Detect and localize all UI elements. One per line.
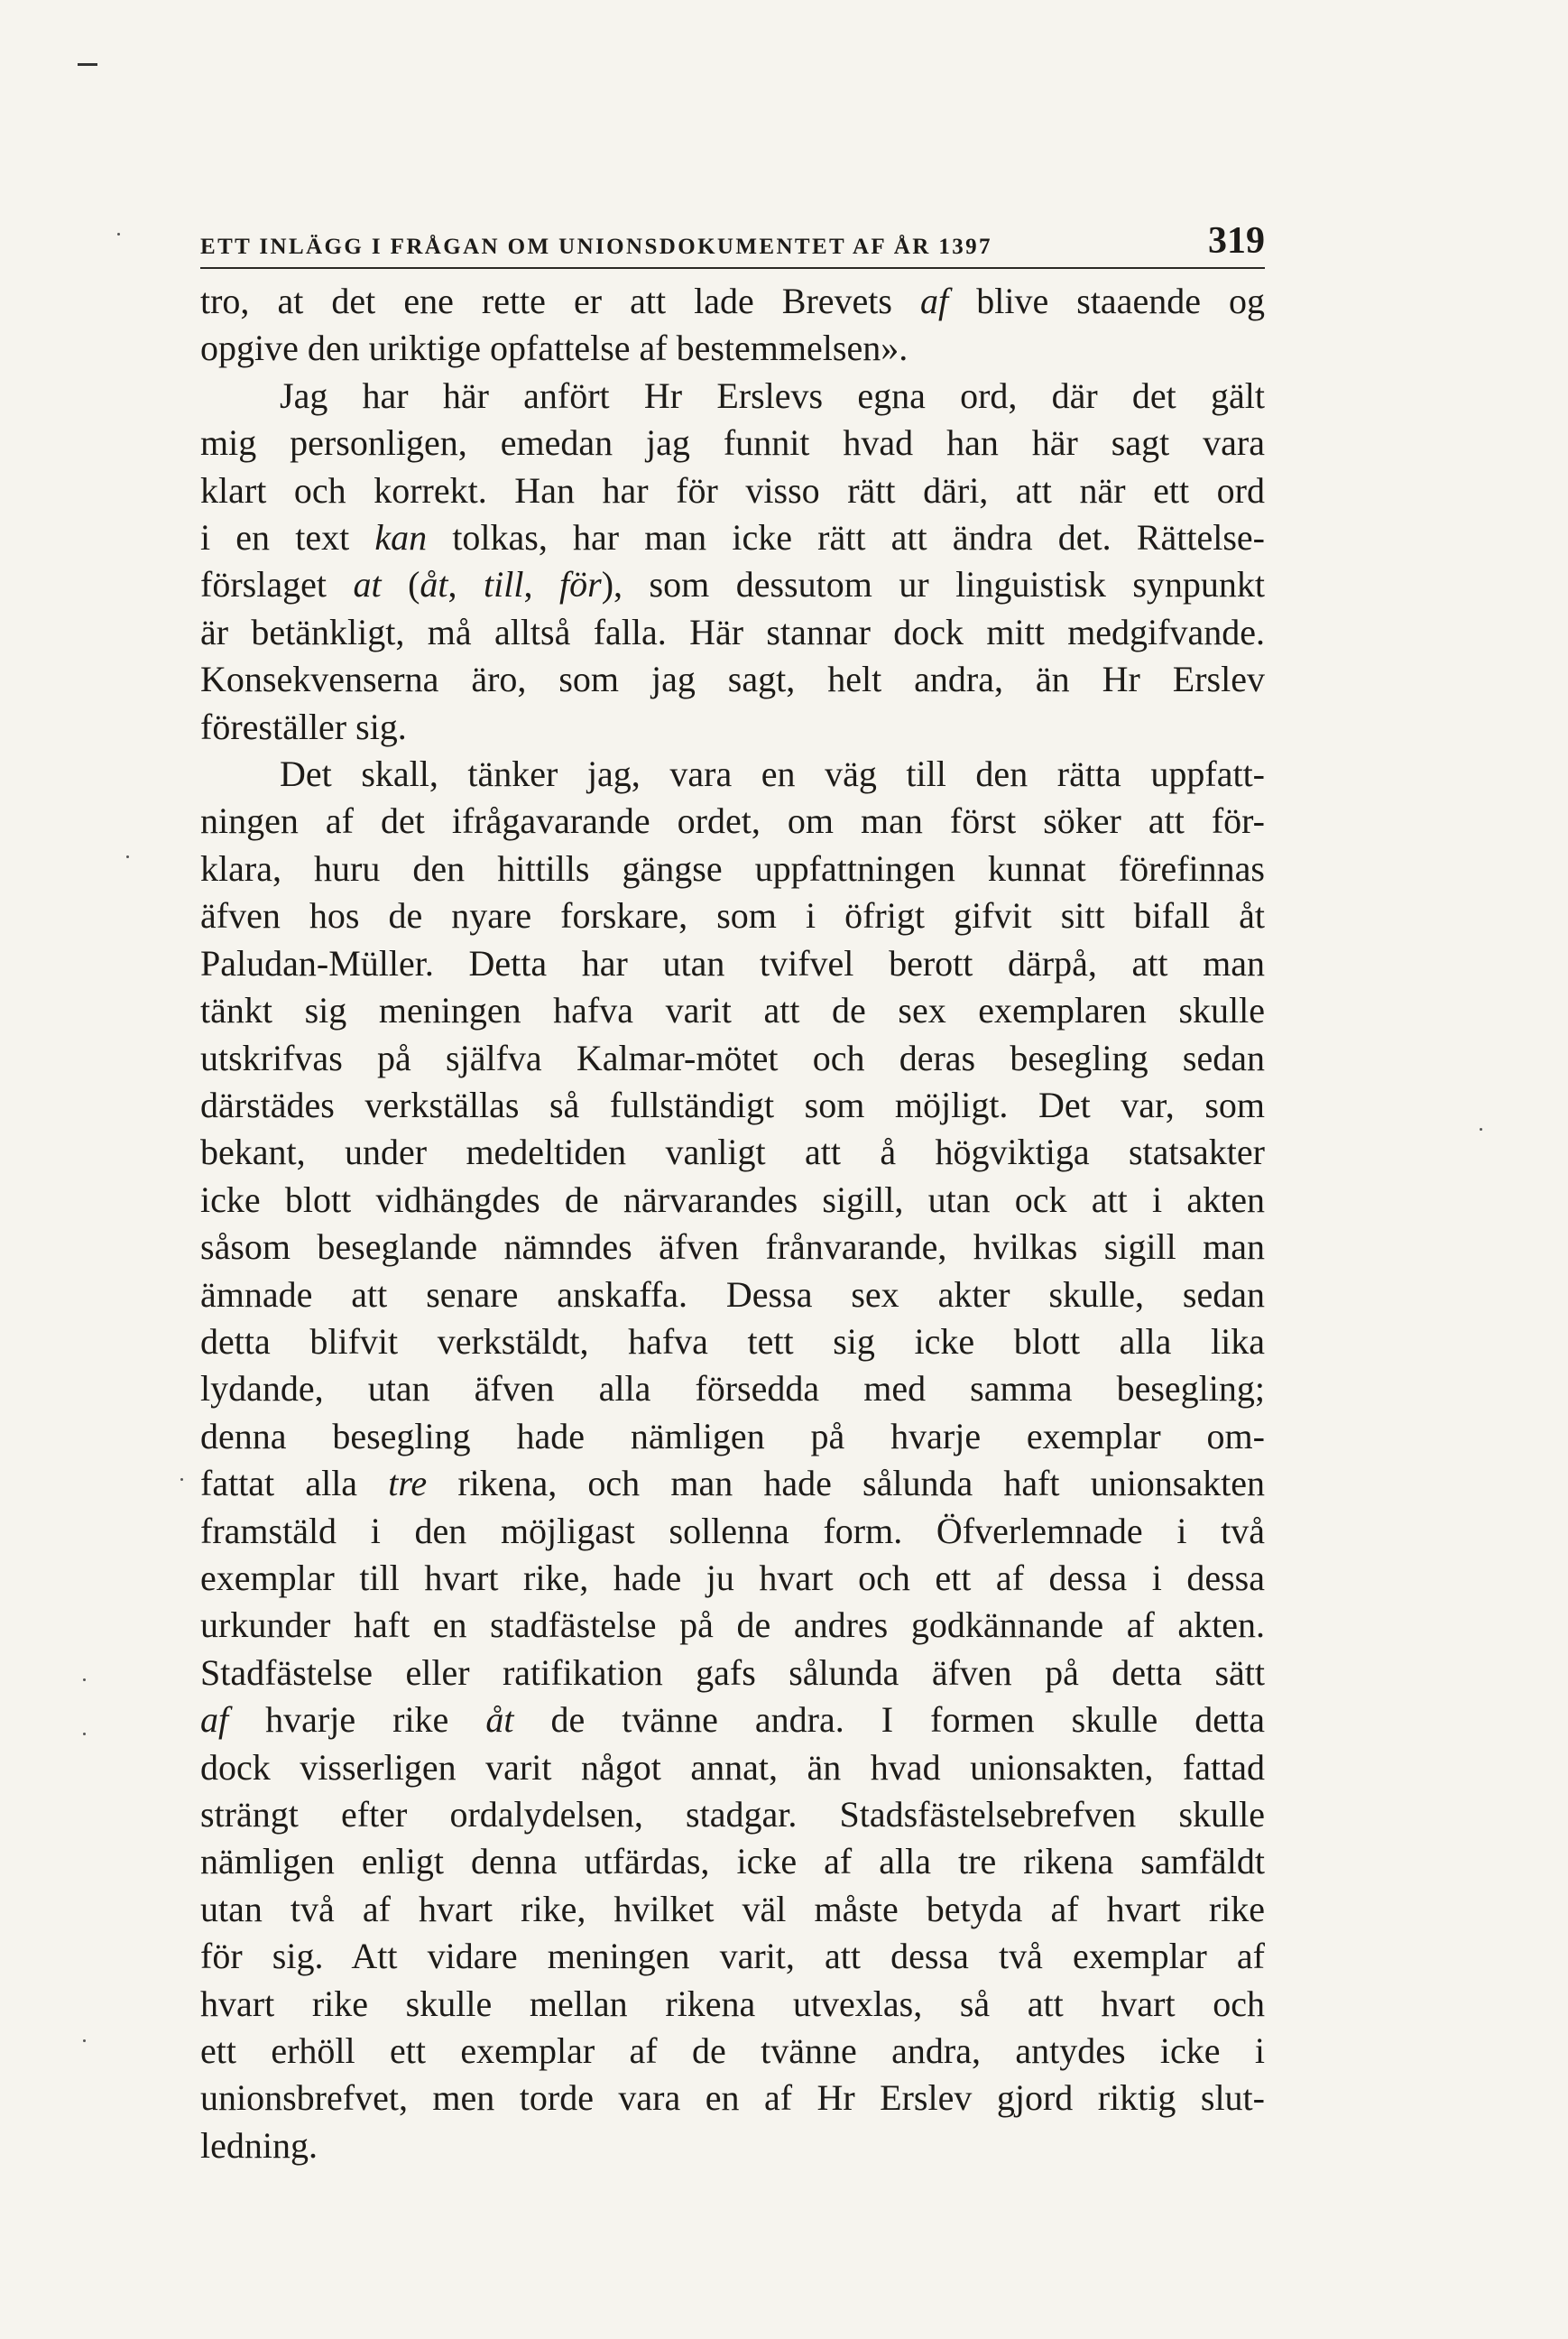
text-line: urkunder haft en stadfästelse på de andres godkännande af akten. xyxy=(200,1604,1265,1646)
text-line: är betänkligt, må alltså falla. Här stannar dock mitt medgifvande. xyxy=(200,611,1265,652)
page-header xyxy=(200,209,1265,260)
speck xyxy=(83,2039,86,2042)
speck xyxy=(83,1678,86,1681)
text-line: äfven hos de nyare forskare, som i öfrigt gifvit sitt bifall åt xyxy=(200,895,1265,937)
text-line: lydande, utan äfven alla försedda med samma besegling; xyxy=(200,1368,1265,1410)
text-line: framstäld i den möjligast sollenna form. Öfverlemnade i två xyxy=(200,1510,1265,1551)
text-line: ledning. xyxy=(200,2124,318,2166)
text-line: klart och korrekt. Han har för visso rätt däri, att när ett ord xyxy=(200,469,1265,511)
text-line: för sig. Att vidare meningen varit, att dessa två exemplar af xyxy=(200,1936,1265,1977)
text-line: detta blifvit verkstäldt, hafva tett sig icke blott alla lika xyxy=(200,1320,1265,1362)
body-text xyxy=(200,278,1265,2169)
text-line: denna besegling hade nämligen på hvarje exemplar om- xyxy=(200,1415,1265,1456)
text-line: tro, at det ene rette er att lade Brevets af blive staaende og xyxy=(200,281,1265,321)
text-line: Paludan-Müller. Detta har utan tvifvel berott därpå, att man xyxy=(200,942,1265,984)
text-line: Konsekvenserna äro, som jag sagt, helt andra, än Hr Erslev xyxy=(200,659,1265,700)
text-line: opgive den uriktige opfattelse af bestemmelsen». xyxy=(200,328,909,369)
text-line: ämnade att senare anskaffa. Dessa sex akter skulle, sedan xyxy=(200,1273,1265,1315)
text-line: bekant, under medeltiden vanligt att å högviktiga statsakter xyxy=(200,1132,1265,1173)
header-rule xyxy=(200,267,1265,269)
text-line: unionsbrefvet, men torde vara en af Hr Erslev gjord riktig slut- xyxy=(200,2077,1265,2119)
text-line: exemplar till hvart rike, hade ju hvart och ett af dessa i dessa xyxy=(200,1557,1265,1598)
text-line: utskrifvas på själfva Kalmar-mötet och deras besegling sedan xyxy=(200,1037,1265,1078)
text-line: såsom beseglande nämndes äfven frånvarande, hvilkas sigill man xyxy=(200,1226,1265,1268)
text-line: mig personligen, emedan jag funnit hvad han här sagt vara xyxy=(200,422,1265,464)
text-line: därstädes verkställas så fullständigt som möjligt. Det var, som xyxy=(200,1084,1265,1125)
speck xyxy=(117,233,120,236)
page-number: 319 xyxy=(1208,220,1265,262)
text-line: tänkt sig meningen hafva varit att de sex exemplaren skulle xyxy=(200,990,1265,1031)
speck xyxy=(126,855,129,858)
speck xyxy=(1480,1128,1482,1131)
text-line: Stadfästelse eller ratifikation gafs sålunda äfven på detta sätt xyxy=(200,1651,1265,1693)
text-line: utan två af hvart rike, hvilket väl måste betyda af hvart rike xyxy=(200,1888,1265,1929)
text-line: hvart rike skulle mellan rikena utvexlas, så att hvart och xyxy=(200,1983,1265,2024)
text-line: Jag har här anfört Hr Erslevs egna ord, där det gält xyxy=(280,374,1265,416)
text-line: i en text kan tolkas, har man icke rätt att ändra det. Rättelse- xyxy=(200,517,1265,559)
text-line: ningen af det ifrågavarande ordet, om man först söker att för- xyxy=(200,800,1265,842)
text-line: nämligen enligt denna utfärdas, icke af alla tre rikena samfäldt xyxy=(200,1841,1265,1882)
text-line: af hvarje rike åt de tvänne andra. I formen skulle detta xyxy=(200,1699,1265,1741)
text-line: dock visserligen varit något annat, än hvad unionsakten, fattad xyxy=(200,1746,1265,1788)
text-line: klara, huru den hittills gängse uppfattningen kunnat förefinnas xyxy=(200,847,1265,889)
text-line: strängt efter ordalydelsen, stadgar. Stadsfästelsebrefven skulle xyxy=(200,1794,1265,1835)
running-head: ETT INLÄGG I FRÅGAN OM UNIONSDOKUMENTET AF ÅR 1397 xyxy=(200,235,992,259)
speck xyxy=(180,1478,183,1481)
text-line: Det skall, tänker jag, vara en väg till den rätta uppfatt- xyxy=(280,753,1265,795)
margin-mark xyxy=(78,63,97,66)
text-line: icke blott vidhängdes de närvarandes sigill, utan ock att i akten xyxy=(200,1179,1265,1220)
speck xyxy=(83,1733,86,1735)
text-line: ett erhöll ett exemplar af de tvänne andra, antydes icke i xyxy=(200,2030,1265,2072)
text-line: förslaget at (åt, till, för), som dessutom ur linguistisk synpunkt xyxy=(200,564,1266,606)
text-line: fattat alla tre rikena, och man hade sålunda haft unionsakten xyxy=(200,1463,1265,1504)
text-line: föreställer sig. xyxy=(200,706,407,747)
